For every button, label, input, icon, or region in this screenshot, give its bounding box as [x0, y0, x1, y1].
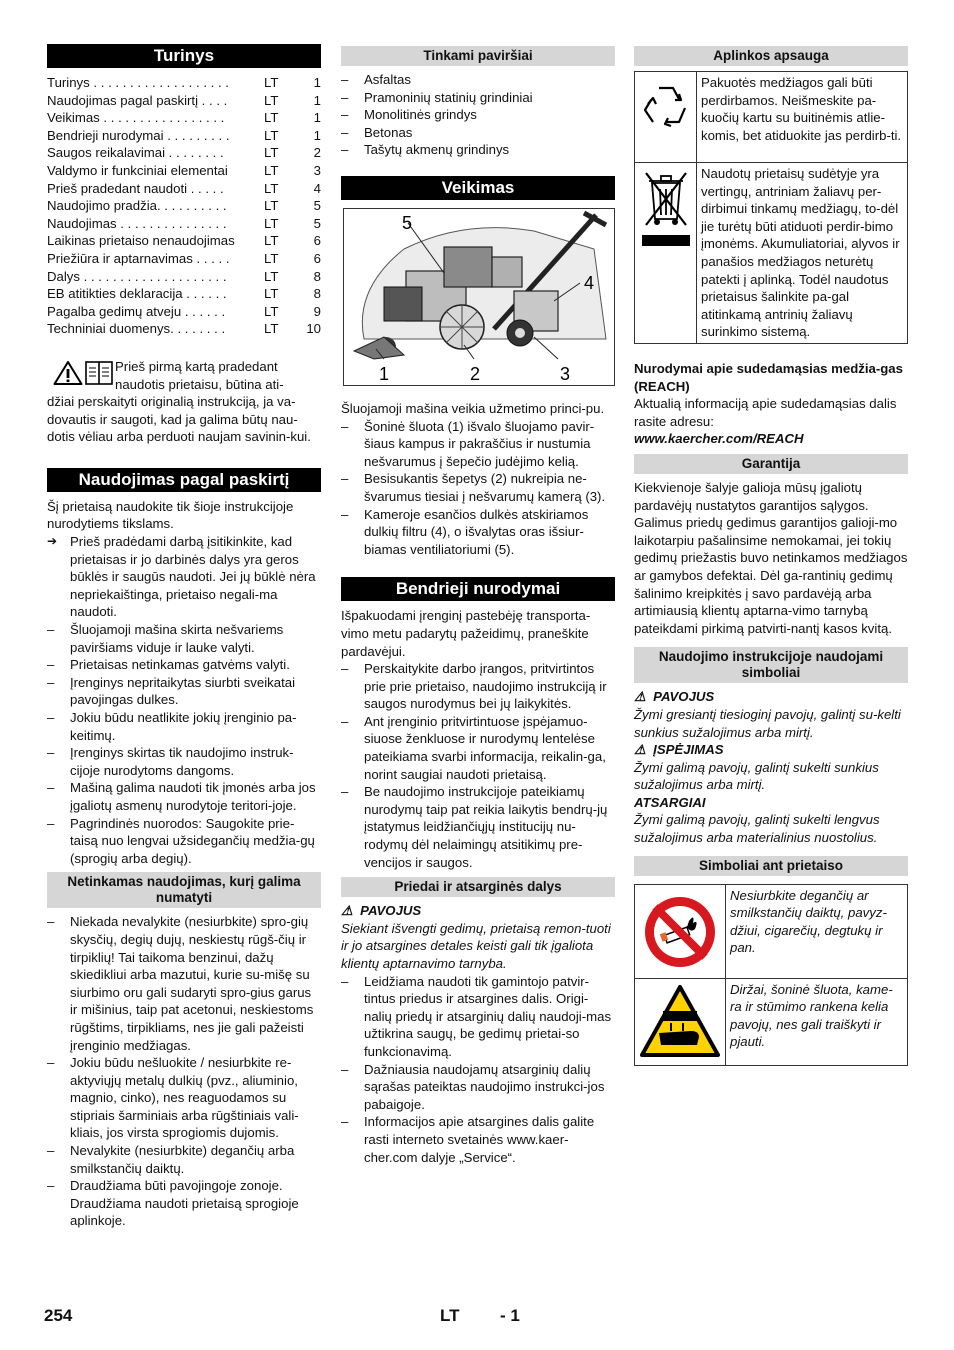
- toc-entry-page: 8: [313, 268, 321, 284]
- toc-entry-title: Valdymo ir funkciniai elementai: [47, 162, 228, 178]
- toc-entry-title: Prieš pradedant naudoti . . . . .: [47, 180, 224, 196]
- toc-entry-language: LT: [264, 268, 279, 284]
- list-item-text: Pagrindinės nuorodos: Saugokite prie-taisą nuo lengvai užsidegančių medžia-gų (sprogių arba degių).: [70, 815, 315, 866]
- list-item: [341, 141, 615, 159]
- toc-row[interactable]: [47, 144, 321, 162]
- no-burning-items-icon-cell: [635, 885, 726, 978]
- toc-entry-page: 3: [313, 162, 321, 178]
- device-symbol-row-crush: [635, 979, 907, 1065]
- toc-entry-title: Veikimas . . . . . . . . . . . . . . . . .: [47, 110, 225, 126]
- dash-marker: –: [341, 713, 349, 729]
- toc-entry-page: 5: [313, 215, 321, 231]
- toc-list: [47, 74, 321, 338]
- wee-bin-icon-cell: [635, 163, 697, 343]
- device-symbol-row-fire: [635, 885, 907, 979]
- operation-intro: Šluojamoji mašina veikia užmetimo princi-pu.: [341, 400, 605, 416]
- list-item-text: Perskaitykite darbo įrangos, pritvirtintos prie prie prietaiso, naudojimo instrukciją ir saugos nurodymus bei jų laikykitės.: [364, 661, 607, 712]
- dash-marker: –: [341, 1061, 349, 1077]
- list-item-text: Šluojamoji mašina skirta nešvariems paviršiams viduje ir lauke valyti.: [70, 622, 284, 655]
- toc-row[interactable]: [47, 180, 321, 198]
- dash-marker: –: [341, 784, 349, 800]
- toc-entry-page: 8: [313, 286, 321, 302]
- list-item-text: Ant įrenginio pritvirtintuose įspėjamuo-siuose ženkluose ir nurodymų lentelėse pateikiama svarbi informacija, reikalin-ga, norint saugiai naudoti prietaisą.: [364, 713, 606, 782]
- manual-book-icon: [85, 360, 113, 386]
- list-item-text: Pramoninių statinių grindiniai: [364, 89, 533, 105]
- figure-label-4: 4: [584, 272, 595, 293]
- list-item: [47, 1054, 321, 1142]
- intended-use-heading: Naudojimas pagal paskirtį: [47, 468, 321, 492]
- danger-triangle-icon: ⚠: [341, 903, 353, 919]
- symbols-danger-text: Žymi gresiantį tiesioginį pavojų, galintį su-kelti sunkius sužalojimus arba mirtį.: [634, 706, 901, 740]
- dash-marker: –: [47, 1143, 55, 1159]
- dash-marker: –: [47, 815, 55, 831]
- figure-label-2: 2: [470, 363, 481, 384]
- symbols-warning-text: Žymi galimą pavojų, galintį sukelti sunkius sužalojimus arba mirtį.: [634, 759, 879, 793]
- safety-intro: [47, 358, 321, 446]
- sweeper-machine-illustration: [344, 209, 614, 385]
- toc-entry-title: Turinys . . . . . . . . . . . . . . . . . . .: [47, 75, 229, 90]
- toc-entry-title: EB atitikties deklaracija . . . . . .: [47, 286, 227, 302]
- toc-row[interactable]: [47, 162, 321, 180]
- environment-table: [634, 71, 908, 344]
- list-item: [341, 783, 615, 871]
- intended-use-list: [47, 621, 321, 867]
- toc-entry-page: 2: [313, 145, 321, 161]
- intended-use-intro: Šį prietaisą naudokite tik šioje instrukcijoje nurodytiems tikslams.: [47, 498, 294, 532]
- list-item: [341, 1061, 615, 1114]
- list-item: [341, 506, 615, 559]
- toc-entry-title: Naudojimas . . . . . . . . . . . . . . .: [47, 215, 227, 231]
- toc-entry-page: 4: [313, 180, 321, 196]
- list-item: [47, 1177, 321, 1230]
- toc-row[interactable]: [47, 285, 321, 303]
- dash-marker: –: [341, 418, 349, 434]
- list-item: [341, 1113, 615, 1166]
- dash-marker: –: [341, 471, 349, 487]
- toc-row[interactable]: [47, 303, 321, 321]
- toc-entry-title: Naudojimo pradžia. . . . . . . . . .: [47, 198, 227, 214]
- toc-entry-page: 6: [313, 233, 321, 249]
- toc-entry-language: LT: [264, 303, 279, 319]
- figure-label-5: 5: [402, 212, 413, 233]
- list-item-text: Asfaltas: [364, 72, 411, 87]
- column-2: [341, 44, 615, 1166]
- list-item-text: Dažniausia naudojamų atsarginių dalių sąrašas pateiktas naudojimo instrukci-jos pabaigoje.: [364, 1061, 605, 1112]
- general-list: [341, 660, 615, 871]
- environment-row-packaging: [635, 72, 907, 163]
- toc-entry-language: LT: [264, 180, 279, 196]
- toc-entry-page: 1: [313, 127, 321, 143]
- list-item-text: Įrenginys skirtas tik naudojimo instruk-cijoje nurodytoms dangoms.: [70, 745, 294, 778]
- toc-entry-page: 1: [313, 110, 321, 126]
- dash-marker: –: [341, 1114, 349, 1130]
- list-item-text: Šoninė šluota (1) išvalo šluojamo pavir-šiaus kampus ir pakraščius ir nustumia nešvarumus į šepečio judėjimo kelią.: [364, 418, 595, 469]
- list-item: [47, 709, 321, 744]
- list-item-text: Monolitinės grindys: [364, 107, 477, 123]
- list-item: [47, 621, 321, 656]
- toc-entry-language: LT: [264, 286, 279, 302]
- recycling-icon-cell: [635, 72, 697, 162]
- list-item: [341, 89, 615, 107]
- dash-marker: –: [341, 661, 349, 677]
- sweeper-figure: [343, 208, 615, 386]
- toc-entry-language: LT: [264, 75, 279, 90]
- toc-entry-language: LT: [264, 233, 279, 249]
- toc-entry-title: Dalys . . . . . . . . . . . . . . . . . . . .: [47, 268, 227, 284]
- safety-intro-rest: džiai perskaityti originalią instrukciją, ja va-dovautis ir saugoti, kad ja galima būtų nau-dotis vėliau arba perduoti naujam savinin-kui.: [47, 394, 311, 445]
- toc-entry-title: Naudojimas pagal paskirtį . . . .: [47, 92, 228, 108]
- warning-triangle-icon: ⚠: [634, 742, 646, 758]
- operation-heading: Veikimas: [341, 176, 615, 200]
- environment-packaging-text: Pakuotės medžiagos gali būti perdirbamos. Neišmeskite pa-kuočių kartu su buitinėmis atlie-komis, bet atiduokite jas perdirb-ti.: [701, 75, 902, 143]
- reach-heading: Nurodymai apie sudedamąsias medžia-gas (REACH): [634, 361, 903, 394]
- warranty-heading: Garantija: [634, 454, 908, 474]
- list-item: [47, 913, 321, 1054]
- list-item-text: Jokiu būdu neatlikite jokių įrenginio pa-keitimų.: [70, 710, 297, 743]
- toc-row[interactable]: [47, 215, 321, 233]
- toc-row[interactable]: [47, 320, 321, 338]
- list-item-text: Kameroje esančios dulkės atskiriamos dulkių filtru (4), o išvalytas oras išsiur-biamas ventiliatoriumi (5).: [364, 506, 589, 557]
- list-item-text: Nevalykite (nesiurbkite) degančių arba smilkstančių daiktų.: [70, 1143, 295, 1176]
- list-item: [47, 674, 321, 709]
- toc-entry-language: LT: [264, 145, 279, 161]
- accessories-danger-text: Siekiant išvengti gedimų, prietaisą remon-tuoti ir jo atsargines detales keisti gali tik įgaliota klientų aptarnavimo tarnyba.: [341, 920, 611, 971]
- surfaces-list: [341, 71, 615, 159]
- device-symbols-table: [634, 884, 908, 1066]
- list-item: [341, 973, 615, 1061]
- list-item: [47, 815, 321, 868]
- footer-page-number: 254: [44, 1306, 73, 1325]
- no-burning-items-icon: [641, 893, 719, 971]
- symbols-warning-label: ⚠ ĮSPĖJIMAS: [634, 742, 724, 758]
- list-item-text: Jokiu būdu nešluokite / nesiurbkite re-aktyviųjų metalų dulkių (pvz., aliuminio, magnio, cinko), nes reaguodamos su stipriais šarminiais arba rūgštiniais vali-kliais, jos virsta sprogiomis dujomis.: [70, 1055, 299, 1141]
- toc-entry-page: 1: [313, 75, 321, 90]
- symbols-caution-label: ATSARGIAI: [634, 794, 706, 810]
- toc-entry-title: Bendrieji nurodymai . . . . . . . . .: [47, 127, 230, 143]
- dash-marker: –: [341, 107, 349, 123]
- safety-intro-line2: naudotis prietaisu, būtina ati-: [115, 376, 284, 392]
- toc-row[interactable]: [47, 74, 321, 92]
- list-item-text: Leidžiama naudoti tik gamintojo patvir-tintus priedus ir atsargines dalis. Origi-nalių priedų ir atsarginių dalių naudoji-mas užtikrina saugų, be gedimų prietai-so funkcionavimą.: [364, 973, 612, 1059]
- toc-entry-page: 1: [313, 92, 321, 108]
- device-symbols-heading: Simboliai ant prietaiso: [634, 856, 908, 876]
- toc-entry-title: Priežiūra ir aptarnavimas . . . . .: [47, 250, 230, 266]
- environment-disposal-text: Naudotų prietaisų sudėtyje yra vertingų, antriniam žaliavų per-dirbimui tinkamų medžiagų, to-dėl jie turėtų būti atiduoti perdir-bimo įmonėms. Akumuliatoriai, alyvos ir panašios medžiagos neturėtų patekti į aplinką. Todėl naudotus prietaisus šalinkite pa-gal atitinkamą antrinių žaliavų surinkimo sistemą.: [701, 166, 900, 340]
- arrow-right-icon: ➔: [47, 534, 58, 549]
- list-item-text: Įrenginys nepritaikytas siurbti sveikatai pavojingas dulkes.: [70, 674, 296, 708]
- toc-row[interactable]: [47, 232, 321, 250]
- environment-heading: Aplinkos apsauga: [634, 46, 908, 66]
- crush-hazard-icon-cell: [635, 979, 726, 1065]
- toc-entry-page: 9: [313, 303, 321, 319]
- list-item: [341, 124, 615, 142]
- dash-marker: –: [341, 973, 349, 989]
- toc-row[interactable]: [47, 109, 321, 127]
- list-item: [341, 470, 615, 505]
- toc-entry-language: LT: [264, 250, 279, 266]
- list-item: [341, 418, 615, 471]
- toc-entry-language: LT: [264, 162, 279, 178]
- dash-marker: –: [341, 142, 349, 158]
- list-item: [341, 660, 615, 713]
- intended-use-arrow-item: [47, 533, 321, 621]
- dash-marker: –: [341, 72, 349, 87]
- accessories-list: [341, 973, 615, 1167]
- figure-label-1: 1: [379, 363, 390, 384]
- list-item: [341, 71, 615, 89]
- safety-intro-line1: Prieš pirmą kartą pradedant: [115, 358, 278, 374]
- toc-entry-title: Saugos reikalavimai . . . . . . . .: [47, 145, 224, 161]
- symbols-caution-text: Žymi galimą pavojų, galintį sukelti lengvus sužalojimus arba materialinius nuostolius.: [634, 812, 880, 846]
- toc-entry-language: LT: [264, 110, 279, 126]
- list-item-text: Be naudojimo instrukcijoje pateikiamų nurodymų taip pat reikia laikytis bendrų-jų įstatymus leidžiančiųjų institucijų nu-rodymų dėl nelaimingų atsitikimų pre-vencijos ir saugos.: [364, 784, 608, 870]
- list-item: [47, 656, 321, 674]
- list-item-text: Prietaisas netinkamas gatvėms valyti.: [70, 657, 290, 673]
- recycling-icon: [639, 80, 693, 134]
- warning-triangle-icon: [53, 360, 83, 386]
- surfaces-heading: Tinkami paviršiai: [341, 46, 615, 66]
- list-item-text: Informacijos apie atsargines dalis galite rasti interneto svetainės www.kaer-cher.com dalyje „Service“.: [364, 1114, 595, 1165]
- toc-row[interactable]: [47, 197, 321, 215]
- toc-entry-page: 5: [313, 198, 321, 214]
- list-item: [47, 779, 321, 814]
- toc-entry-language: LT: [264, 198, 279, 214]
- dash-marker: –: [47, 657, 55, 673]
- reach-text: Aktualią informaciją apie sudedamąsias dalis rasite adresu:: [634, 396, 897, 429]
- dash-marker: –: [47, 914, 55, 930]
- dash-marker: –: [47, 674, 55, 690]
- footer-language: LT: [440, 1306, 460, 1325]
- list-item-text: Draudžiama būti pavojingoje zonoje. Draudžiama naudoti prietaisą sprogioje aplinkoje.: [70, 1178, 299, 1229]
- dash-marker: –: [47, 780, 55, 796]
- toc-row[interactable]: [47, 268, 321, 286]
- warranty-text: Kiekvienoje šalyje galioja mūsų įgaliotų pardavėjų nustatytos garantijos sąlygos. Galimus priedų gedimus garantijos galioji-mo laikotarpiu pašalinsime nemokamai, jei tokių gedimų priežastis buvo netinkamos medžiagos ar gamybos defektai. Dėl ga-rantinių gedimų šalinimo kreipkitės į savo pardavėją arba artimiausią klientų aptarna-vimo tarnybą pateikdami pirkimą patvirti-nantį kasos kvitą.: [634, 479, 908, 636]
- dash-marker: –: [47, 1178, 55, 1194]
- general-heading: Bendrieji nurodymai: [341, 577, 615, 601]
- crush-hazard-icon: [639, 983, 721, 1059]
- column-3: [634, 44, 908, 1066]
- toc-heading: Turinys: [47, 44, 321, 68]
- safety-icons: [53, 360, 113, 386]
- crossed-bin-icon: [640, 169, 692, 249]
- operation-list: [341, 418, 615, 559]
- dash-marker: –: [341, 506, 349, 522]
- accessories-heading: Priedai ir atsarginės dalys: [341, 877, 615, 897]
- column-1: [47, 44, 321, 1230]
- list-item-text: Betonas: [364, 124, 413, 140]
- list-item-text: Niekada nevalykite (nesiurbkite) spro-gių skysčių, degių dujų, neskiestų rūgš-čių ir tirpiklių! Tai taikoma benzinui, dažų skiedikliui arba mazutui, kurie su-mišę su siurbimo oru gali sudaryti spro-gius garus ir mišinius, taip pat acetonui, neskiestoms rūgštims, tirpikliams, nes jie gali pažeisti įrenginio medžiagas.: [70, 914, 314, 1053]
- toc-entry-title: Techniniai duomenys. . . . . . . .: [47, 321, 226, 337]
- toc-entry-title: Pagalba gedimų atveju . . . . . .: [47, 303, 226, 319]
- dash-marker: –: [47, 745, 55, 761]
- improper-use-heading: Netinkamas naudojimas, kurį galima numatyti: [47, 872, 321, 908]
- improper-use-list: [47, 913, 321, 1230]
- figure-label-3: 3: [560, 363, 571, 384]
- list-item-text: Tašytų akmenų grindinys: [364, 142, 510, 158]
- toc-entry-language: LT: [264, 127, 279, 143]
- general-intro: Išpakuodami įrenginį pastebėję transporta-vimo metu padarytų pažeidimų, praneškite pardavėjui.: [341, 608, 591, 659]
- toc-row[interactable]: [47, 92, 321, 110]
- list-item: [47, 744, 321, 779]
- toc-row[interactable]: [47, 127, 321, 145]
- environment-row-disposal: [635, 163, 907, 343]
- toc-entry-language: LT: [264, 92, 279, 108]
- toc-entry-page: 6: [313, 250, 321, 266]
- footer-sub-page: - 1: [500, 1306, 520, 1325]
- device-symbol-fire-text: Nesiurbkite degančių ar smilkstančių daiktų, pavyz-džiui, cigarečių, degtukų ir pan.: [730, 887, 887, 956]
- toc-entry-language: LT: [264, 321, 279, 337]
- list-item-text: Besisukantis šepetys (2) nukreipia ne-švarumus tiesiai į nešvarumų kamerą (3).: [364, 471, 606, 504]
- dash-marker: –: [47, 1055, 55, 1071]
- toc-entry-language: LT: [264, 215, 279, 231]
- list-item: [341, 106, 615, 124]
- toc-row[interactable]: [47, 250, 321, 268]
- dash-marker: –: [47, 622, 55, 638]
- dash-marker: –: [341, 89, 349, 105]
- reach-url-link[interactable]: www.kaercher.com/REACH: [634, 431, 804, 447]
- symbols-heading: Naudojimo instrukcijoje naudojami simboliai: [634, 647, 908, 683]
- device-symbol-crush-text: Diržai, šoninė šluota, kame-ra ir stūmimo rankena kelia pavojų, nes gali traiškyti ir pjauti.: [730, 981, 893, 1050]
- dash-marker: –: [341, 124, 349, 140]
- list-item-text: Mašiną galima naudoti tik įmonės arba jos įgaliotų asmenų nurodytoje teritori-joje.: [70, 780, 316, 813]
- dash-marker: –: [47, 710, 55, 725]
- symbols-danger-label: ⚠ PAVOJUS: [634, 689, 715, 705]
- danger-triangle-icon: ⚠: [634, 689, 646, 705]
- accessories-danger-label: ⚠ PAVOJUS: [341, 903, 422, 919]
- toc-entry-page: 10: [306, 321, 321, 337]
- toc-entry-title: Laikinas prietaiso nenaudojimas: [47, 233, 235, 249]
- list-item: [47, 1142, 321, 1177]
- list-item: [341, 713, 615, 783]
- intended-use-arrow-text: Prieš pradėdami darbą įsitikinkite, kad prietaisas ir jo darbinės dalys yra geros būklės ir saugūs naudoti. Jei jų būklė nėra nepriekaištinga, prietaiso negali-ma naudoti.: [70, 534, 316, 620]
